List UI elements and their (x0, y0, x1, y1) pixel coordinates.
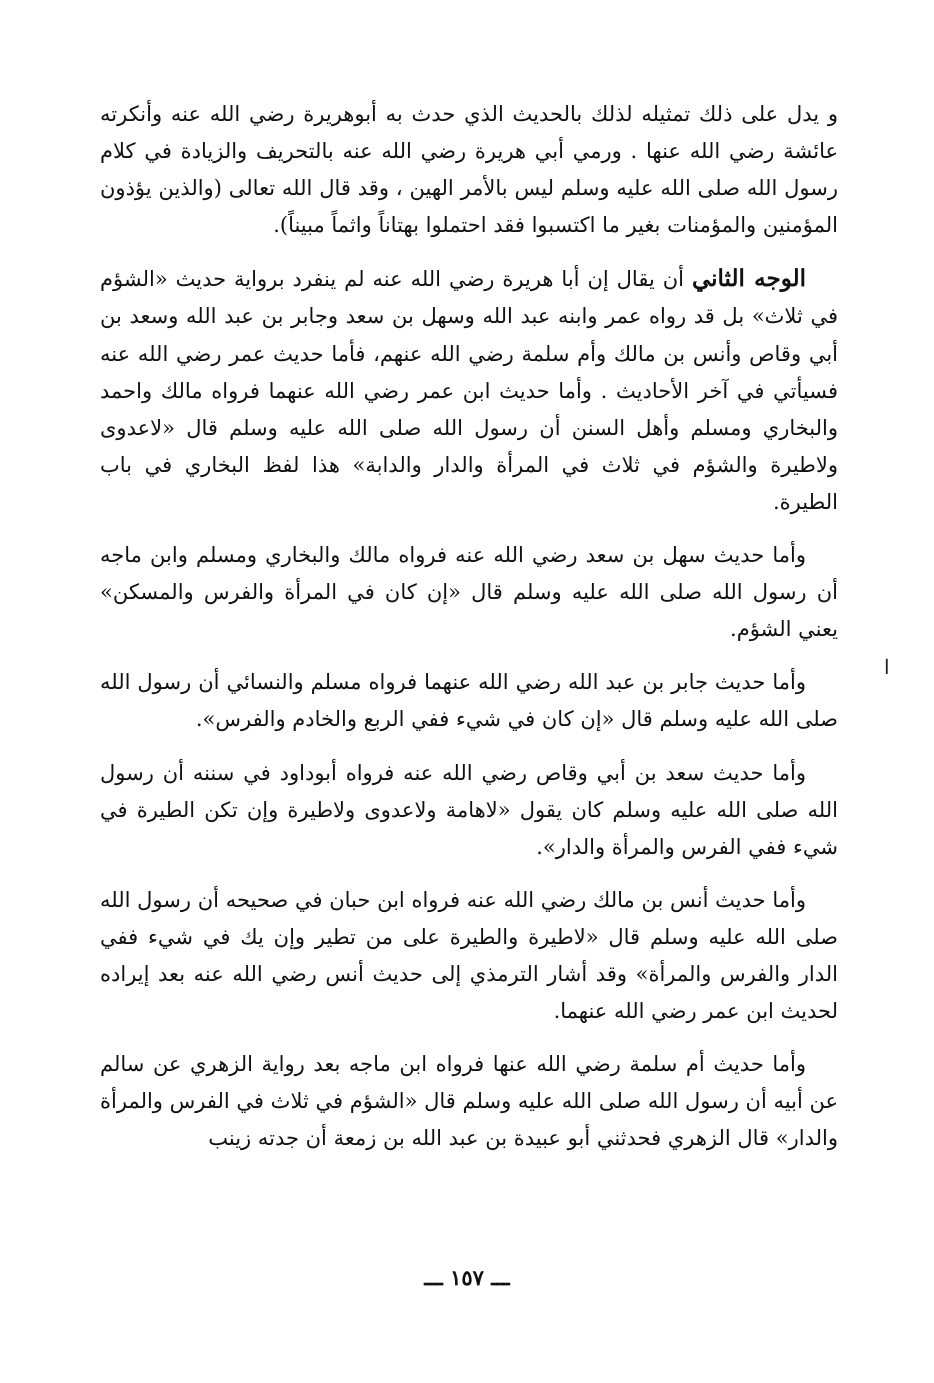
margin-mark: ا (884, 655, 890, 679)
paragraph-1 (100, 96, 838, 244)
paragraph-7-text: وأما حديث أم سلمة رضي الله عنها فرواه ابن ماجه بعد رواية الزهري عن سالم عن أبيه أن رسول الله صلى الله عليه وسلم قال «الشؤم في ثلاث في الفرس والمرأة والدار» قال الزهري فحدثني أبو عبيدة بن عبد الله بن زمعة أن جدته زينب (100, 1052, 838, 1151)
paragraph-5 (100, 755, 838, 866)
paragraph-6-text: وأما حديث أنس بن مالك رضي الله عنه فرواه ابن حبان في صحيحه أن رسول الله صلى الله عليه وسلم قال «لاطيرة والطيرة على من تطير وإن يك في شيء ففي الدار والفرس والمرأة» وقد أشار الترمذي إلى حديث أنس رضي الله عنه بعد إيراده لحديث ابن عمر رضي الله عنهما. (100, 887, 838, 1024)
paragraph-3-text: وأما حديث سهل بن سعد رضي الله عنه فرواه مالك والبخاري ومسلم وابن ماجه أن رسول الله صلى الله عليه وسلم قال «إن كان في المرأة والفرس والمسكن» يعني الشؤم. (100, 543, 838, 642)
page-number: ـــ ١٥٧ ـــ (424, 1265, 510, 1290)
paragraph-2-text: أن يقال إن أبا هريرة رضي الله عنه لم ينفرد برواية حديث «الشؤم في ثلاث» بل قد رواه عمر وابنه عبد الله وسهل بن سعد وجابر بن عبد الله وسعد بن أبي وقاص وأنس بن مالك وأم سلمة رضي الله عنهم، فأما حديث عمر رضي الله عنه فسيأتي في آخر الأحاديث . وأما حديث ابن عمر رضي الله عنهما فرواه مالك واحمد والبخاري ومسلم وأهل السنن أن رسول الله صلى الله عليه وسلم قال «لاعدوى ولاطيرة والشؤم في ثلاث في المرأة والدار والدابة» هذا لفظ البخاري في باب الطيرة. (100, 267, 838, 514)
paragraph-4-text: وأما حديث جابر بن عبد الله رضي الله عنهما فرواه مسلم والنسائي أن رسول الله صلى الله عليه وسلم قال «إن كان في شيء ففي الربع والخادم والفرس». (100, 670, 838, 732)
paragraph-1-text: و يدل على ذلك تمثيله لذلك بالحديث الذي حدث به أبوهريرة رضي الله عنه وأنكرته عائشة رضي الله عنها . ورمي أبي هريرة رضي الله عنه بالتحريف والزيادة في كلام رسول الله صلى الله عليه وسلم ليس بالأمر الهين ، وقد قال الله تعالى (والذين يؤذون المؤمنين والمؤمنات بغير ما اكتسبوا فقد احتملوا بهتاناً واثماً مبيناً). (100, 102, 838, 238)
paragraph-2 (100, 260, 838, 521)
paragraph-5-text: وأما حديث سعد بن أبي وقاص رضي الله عنه فرواه أبوداود في سننه أن رسول الله صلى الله عليه وسلم كان يقول «لاهامة ولاعدوى ولاطيرة وإن تكن الطيرة في شيء ففي الفرس والمرأة والدار». (100, 760, 838, 859)
paragraph-3 (100, 537, 838, 648)
main-text (100, 96, 838, 1173)
paragraph-7 (100, 1046, 838, 1157)
section-heading-second-aspect: الوجه الثاني (691, 265, 806, 293)
paragraph-4 (100, 664, 838, 738)
paragraph-6 (100, 882, 838, 1030)
